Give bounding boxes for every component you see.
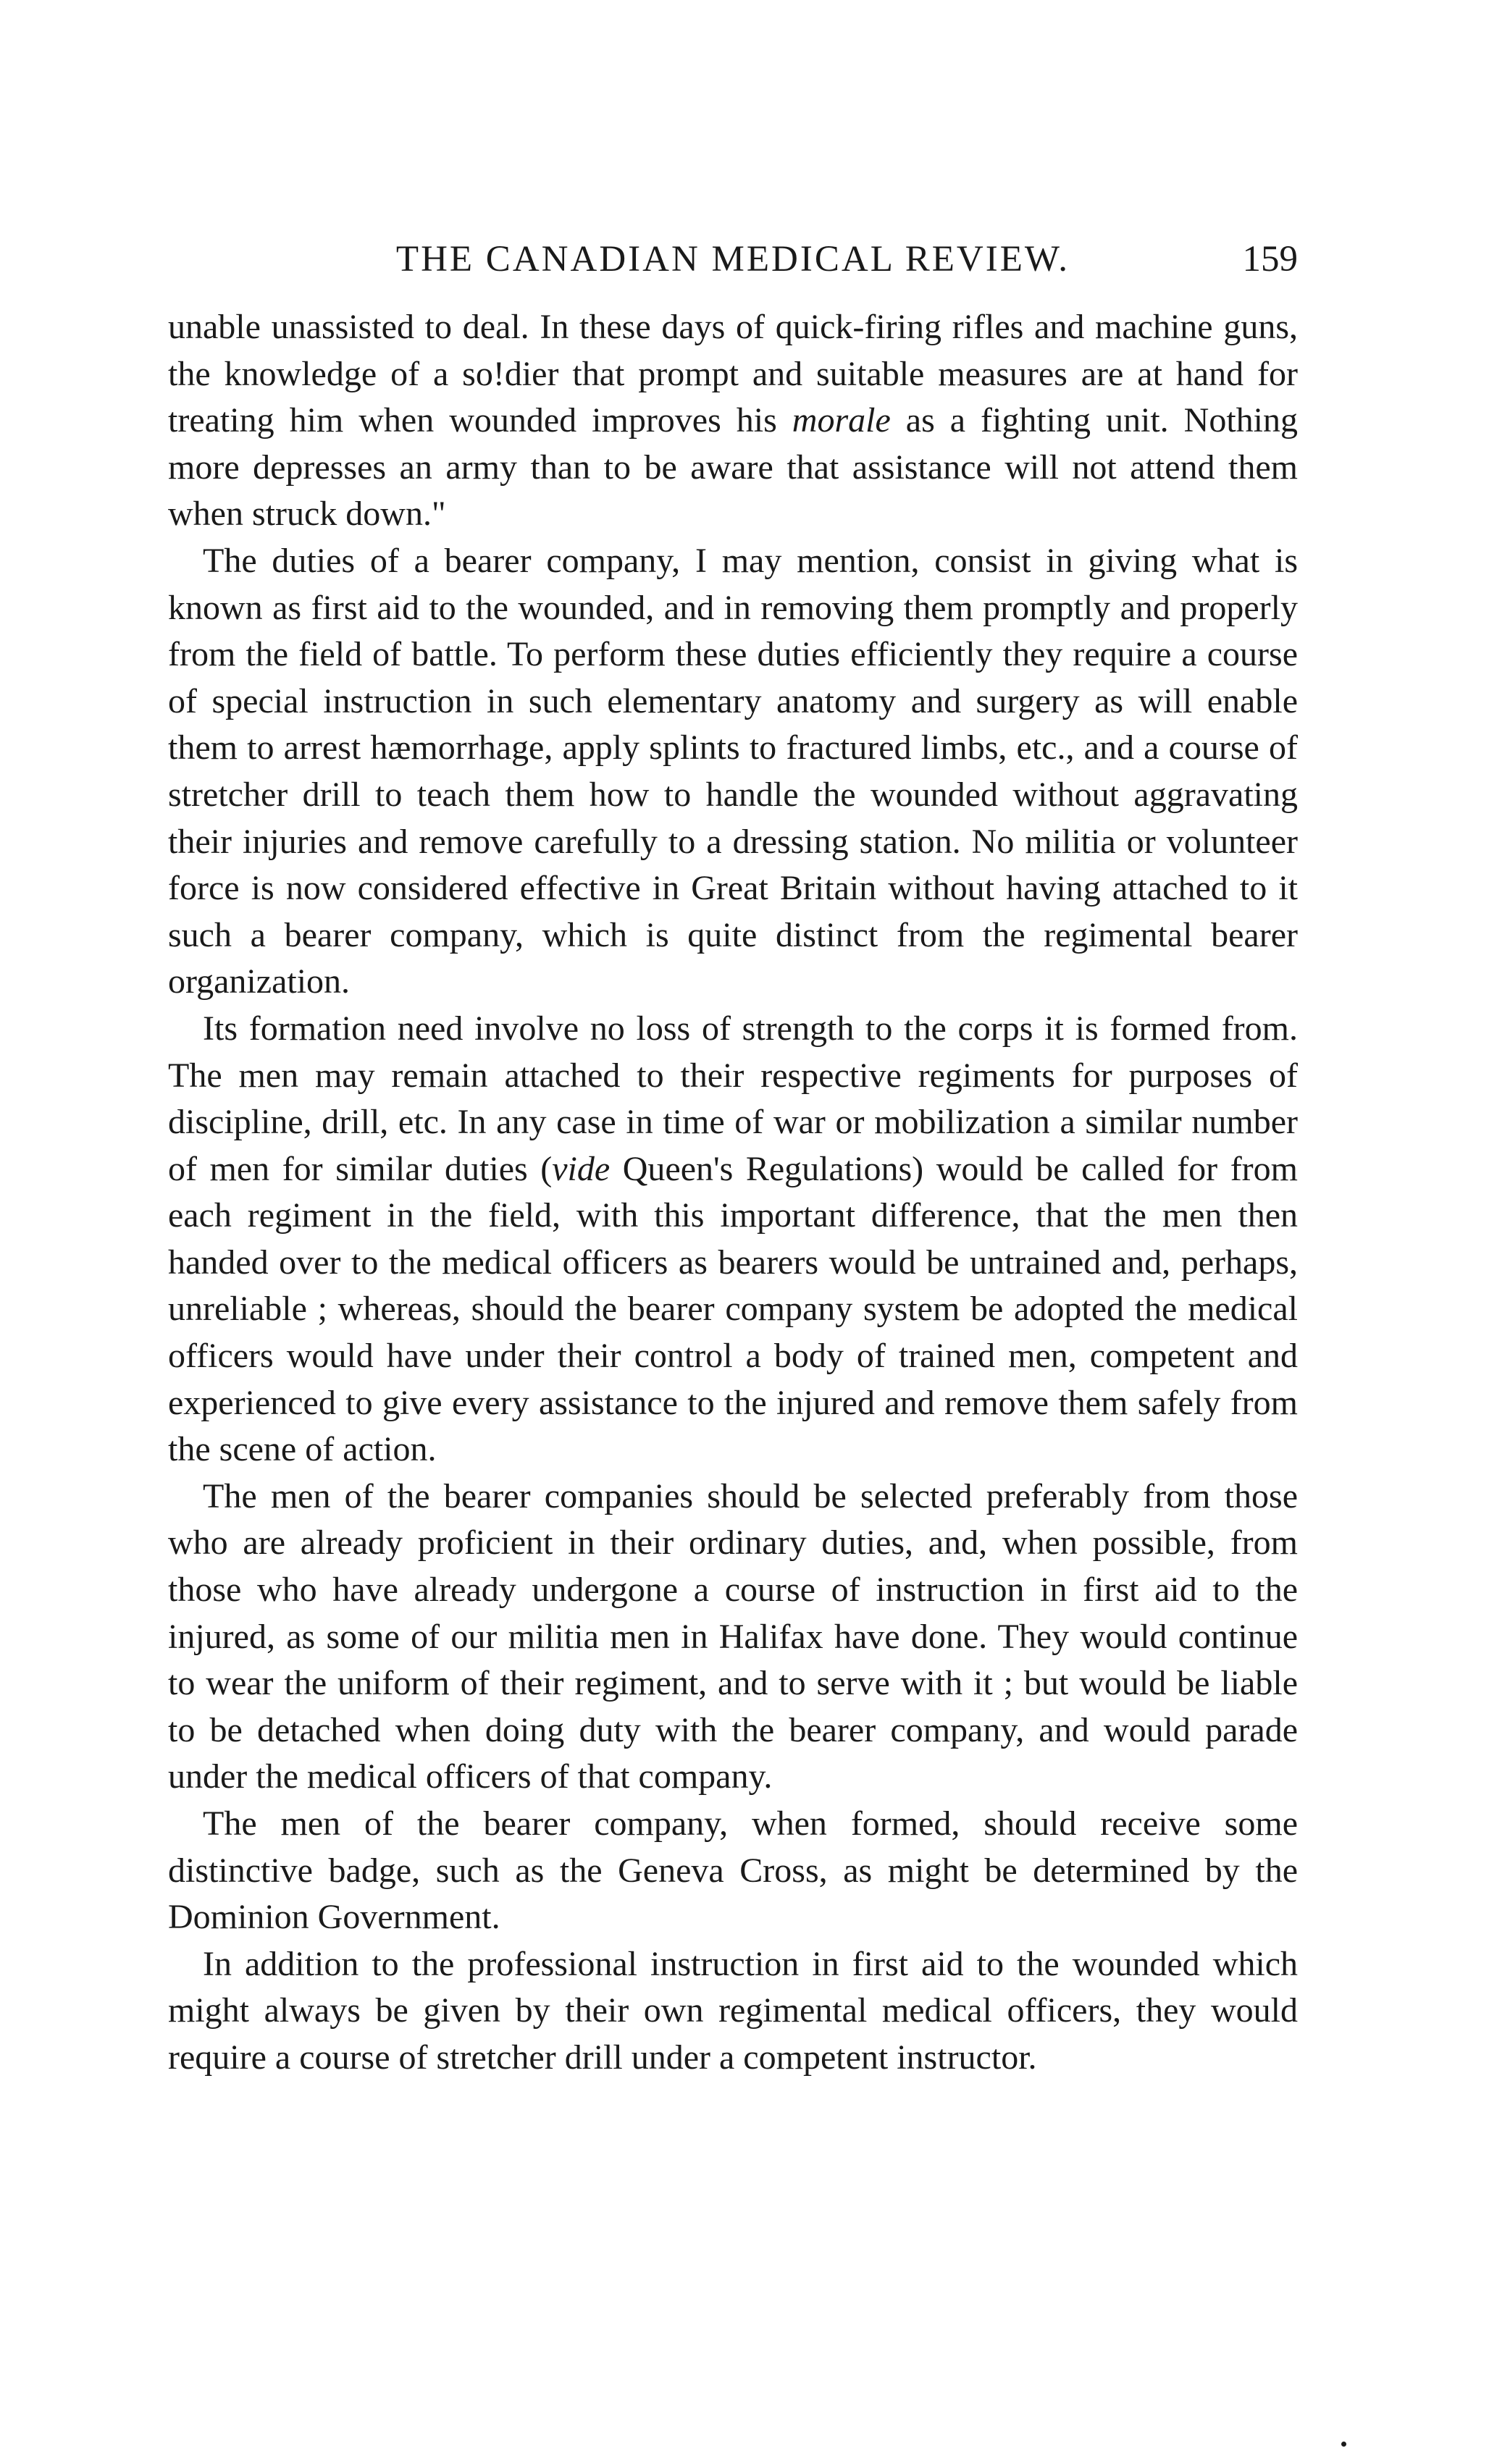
ink-speck <box>1341 2442 1346 2447</box>
paragraph-2: The duties of a bearer company, I may mention, consist in giving what is known as first aid to the wounded, and in removing them promptly and properly from the field of battle. To perform these duties efficiently they require a course of special instruction in such elementary anatomy and surgery as will enable them to arrest hæmorrhage, apply splints to fractured limbs, etc., and a course of stretcher drill to teach them how to handle the wounded without aggravating their injuries and remove carefully to a dressing station. No militia or volunteer force is now considered effective in Great Britain without having attached to it such a bearer company, which is quite distinct from the regimental bearer organization. <box>168 541 1298 1001</box>
italic-term-vide: vide <box>552 1149 611 1188</box>
paragraph-3-text-a: Its formation need involve no loss of strength to the corps it is formed from. The men may remain attached to their respective regiments for purposes of discipline, drill, etc. In any case in time of war or mobilization a similar number of men for similar duties ( <box>168 1009 1298 1188</box>
paragraph-1-text-b: as a fighting unit. Nothing more depresses an army than to be aware that assistance will not attend them when struck down." <box>168 401 1298 534</box>
page-number: 159 <box>1242 239 1298 279</box>
paragraph-3-text-b: Queen's Regulations) would be called for from each regiment in the field, with this important difference, that the men then handed over to the medical officers as bearers would be untrained and, perhaps, unreliable ; whereas, should the bearer company system be adopted the medical officers would have under their control a body of trained men, competent and experienced to give every assistance to the injured and remove them safely from the scene of action. <box>168 1149 1299 1469</box>
paragraph-6: In addition to the professional instruction in first aid to the wounded which might always be given by their own regimental medical officers, they would require a course of stretcher drill under a competent instructor. <box>168 1944 1298 2077</box>
paragraph-1 <box>168 304 1298 538</box>
paragraph-1-text-a: unable unassisted to deal. In these days of quick-firing rifles and machine guns, the knowledge of a so!dier that prompt and suitable measures are at hand for treating him when wounded improves his <box>168 308 1298 440</box>
italic-term-morale: morale <box>792 401 891 440</box>
paragraph-5: The men of the bearer company, when formed, should receive some distinctive badge, such as the Geneva Cross, as might be determined by the Dominion Government. <box>168 1804 1298 1937</box>
paragraph-3 <box>168 1006 1298 1473</box>
page-header <box>168 230 1298 288</box>
running-head: THE CANADIAN MEDICAL REVIEW. <box>395 239 1070 279</box>
paragraph-4: The men of the bearer companies should be selected preferably from those who are already proficient in their ordinary duties, and, when possible, from those who have already undergone a course of instruction in first aid to the injured, as some of our militia men in Halifax have done. They would continue to wear the uniform of their regiment, and to serve with it ; but would be liable to be detached when doing duty with the bearer company, and would parade under the medical officers of that company. <box>168 1476 1298 1796</box>
article-body <box>168 304 1298 2082</box>
